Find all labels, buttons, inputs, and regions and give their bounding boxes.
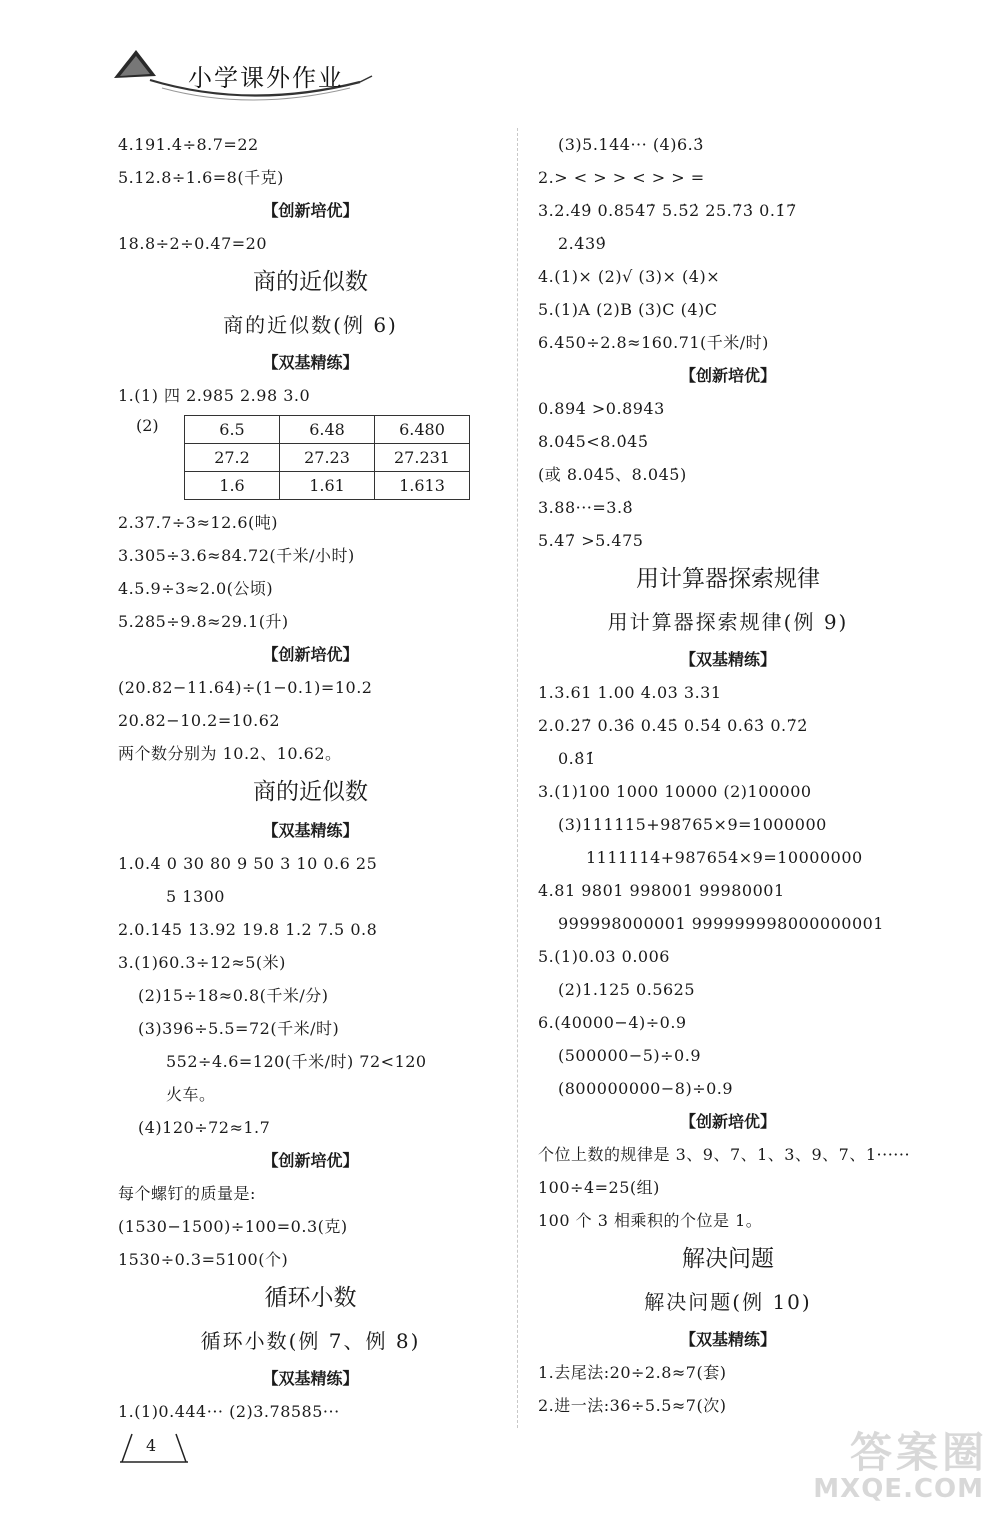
approx-table <box>184 415 470 500</box>
section-heading: 循环小数 <box>264 1285 357 1311</box>
table-cell: 27.231 <box>375 444 470 472</box>
watermark-logo: 答案圈 <box>849 1428 988 1477</box>
answer-line: 4.(1)× (2)√ (3)× (4)× <box>538 267 721 286</box>
answer-line: 3.2.4̇9̇ 0.854̇7̇ 5.5̇2̇ 25.7̇3̇ 0.1̇7̇ <box>538 201 797 220</box>
answer-line: 5.(1)A (2)B (3)C (4)C <box>538 300 718 319</box>
answer-line: 1111114+987654×9=10000000 <box>586 848 863 867</box>
answer-line: 999998000001 999999998000000001 <box>558 914 884 933</box>
answer-line: 2.进一法:36÷5.5≈7(次) <box>538 1396 727 1415</box>
section-tag: 【双基精练】 <box>262 821 359 840</box>
header-title: 小学课外作业 <box>188 64 344 92</box>
table-label: (2) <box>136 416 159 435</box>
answer-line: (3)111115+98765×9=1000000 <box>558 815 827 834</box>
book-header <box>110 40 390 110</box>
answer-line: 1.(1) 四 2.985 2.98 3.0 <box>118 386 311 405</box>
answer-line: 4.81 9801 998001 99980001 <box>538 881 785 900</box>
section-tag: 【创新培优】 <box>262 201 359 220</box>
table-cell: 6.480 <box>375 416 470 444</box>
answer-line: (或 8.04̇5̇、8.045̇) <box>538 465 687 484</box>
answer-line: 4.191.4÷8.7=22 <box>118 135 259 154</box>
answer-line: 两个数分别为 10.2、10.62。 <box>118 744 342 763</box>
answer-line: 100 个 3 相乘积的个位是 1。 <box>538 1211 763 1230</box>
section-subheading: 用计算器探索规律(例 9) <box>607 610 849 634</box>
answer-line: 1.去尾法:20÷2.8≈7(套) <box>538 1363 727 1382</box>
answer-line: 2.4̇39̇ <box>558 234 607 253</box>
answer-line: 552÷4.6=120(千米/时) 72<120 <box>166 1052 427 1071</box>
answer-line: 8.045<8.0̇45̇ <box>538 432 649 451</box>
section-subheading: 商的近似数(例 6) <box>223 313 398 337</box>
section-tag: 【双基精练】 <box>262 1369 359 1388</box>
section-tag: 【创新培优】 <box>679 1112 776 1131</box>
answer-line: 5 1300 <box>166 887 225 906</box>
answer-line: 1.3.61 1.00 4.03 3.31 <box>538 683 722 702</box>
answer-line: 100÷4=25(组) <box>538 1178 660 1197</box>
table-row <box>185 444 470 472</box>
section-tag: 【创新培优】 <box>679 366 776 385</box>
table-cell: 27.2 <box>185 444 280 472</box>
answer-line: 18.8÷2÷0.47=20 <box>118 234 268 253</box>
table-cell: 1.61 <box>280 472 375 500</box>
answer-line: (3)396÷5.5=72(千米/时) <box>138 1019 340 1038</box>
table-row <box>185 416 470 444</box>
answer-line: 5.12.8÷1.6=8(千克) <box>118 168 284 187</box>
answer-line: (20.82−11.64)÷(1−0.1)=10.2 <box>118 678 373 697</box>
answer-line: (2)15÷18≈0.8(千米/分) <box>138 986 329 1005</box>
section-tag: 【双基精练】 <box>262 353 359 372</box>
section-heading: 商的近似数 <box>253 779 368 805</box>
answer-line: 1530÷0.3=5100(个) <box>118 1250 289 1269</box>
section-tag: 【创新培优】 <box>262 645 359 664</box>
section-tag: 【双基精练】 <box>679 650 776 669</box>
answer-line: 个位上数的规律是 3、9、7、1、3、9、7、1······ <box>538 1145 911 1164</box>
answer-line: 2.> < > > < > > = <box>538 168 705 187</box>
answer-line: 2.0.145 13.92 19.8 1.2 7.5 0.8 <box>118 920 378 939</box>
answer-line: (500000−5)÷0.9 <box>558 1046 701 1065</box>
section-subheading: 循环小数(例 7、例 8) <box>200 1329 421 1353</box>
answer-line: (1530−1500)÷100=0.3(克) <box>118 1217 348 1236</box>
table-row <box>185 472 470 500</box>
answer-line: (2)1.125 0.5625 <box>558 980 696 999</box>
answer-line: 1.0.4 0 30 80 9 50 3 10 0.6 25 <box>118 854 378 873</box>
answer-line: 1.(1)0.444··· (2)3.78585··· <box>118 1402 340 1421</box>
answer-line: 20.82−10.2=10.62 <box>118 711 281 730</box>
table-cell: 1.6 <box>185 472 280 500</box>
answer-line: (3)5.144··· (4)6.3̇ <box>558 135 704 154</box>
left-column <box>118 128 503 1428</box>
answer-line: 3.305÷3.6≈84.72(千米/小时) <box>118 546 355 565</box>
answer-line: 每个螺钉的质量是: <box>118 1184 256 1203</box>
section-tag: 【创新培优】 <box>262 1151 359 1170</box>
watermark-url: MXQE.COM <box>813 1474 984 1504</box>
answer-line: (4)120÷72≈1.7 <box>138 1118 271 1137</box>
answer-line: 4.5.9÷3≈2.0(公顷) <box>118 579 274 598</box>
answer-line: 0.894̇ >0.8943 <box>538 399 665 418</box>
answer-line: 5.47̇ >5.475 <box>538 531 644 550</box>
column-divider <box>517 128 518 1428</box>
answer-line: 5.285÷9.8≈29.1(升) <box>118 612 289 631</box>
page-number-box <box>120 1430 190 1466</box>
answer-line: (800000000−8)÷0.9 <box>558 1079 734 1098</box>
answer-line: 火车。 <box>166 1085 216 1104</box>
section-subheading: 解决问题(例 10) <box>644 1290 812 1314</box>
answer-line: 2.37.7÷3≈12.6(吨) <box>118 513 278 532</box>
table-cell: 6.5 <box>185 416 280 444</box>
approx-table-block <box>118 412 503 506</box>
answer-line: 6.450÷2.8≈160.71(千米/时) <box>538 333 769 352</box>
answer-line: 6.(40000−4)÷0.9 <box>538 1013 687 1032</box>
answer-line: 3.88···=3.8̇ <box>538 498 634 517</box>
answer-line: 3.(1)100 1000 10000 (2)100000 <box>538 782 812 801</box>
answer-line: 2.0.2̇7̇ 0.3̇6̇ 0.4̇5̇ 0.5̇4̇ 0.6̇3̇ 0.7̇2̇ <box>538 716 808 735</box>
section-heading: 解决问题 <box>682 1246 774 1272</box>
section-tag: 【双基精练】 <box>679 1330 776 1349</box>
table-cell: 6.48 <box>280 416 375 444</box>
watermark <box>788 1420 988 1510</box>
answer-line: 0.8̇1̇ <box>558 749 596 768</box>
answer-line: 5.(1)0.03 0.006 <box>538 947 670 966</box>
right-column <box>538 128 918 1422</box>
answer-line: 3.(1)60.3÷12≈5(米) <box>118 953 286 972</box>
section-heading: 用计算器探索规律 <box>636 566 820 592</box>
section-heading: 商的近似数 <box>253 269 368 295</box>
table-cell: 1.613 <box>375 472 470 500</box>
page-number: 4 <box>146 1436 157 1455</box>
table-cell: 27.23 <box>280 444 375 472</box>
